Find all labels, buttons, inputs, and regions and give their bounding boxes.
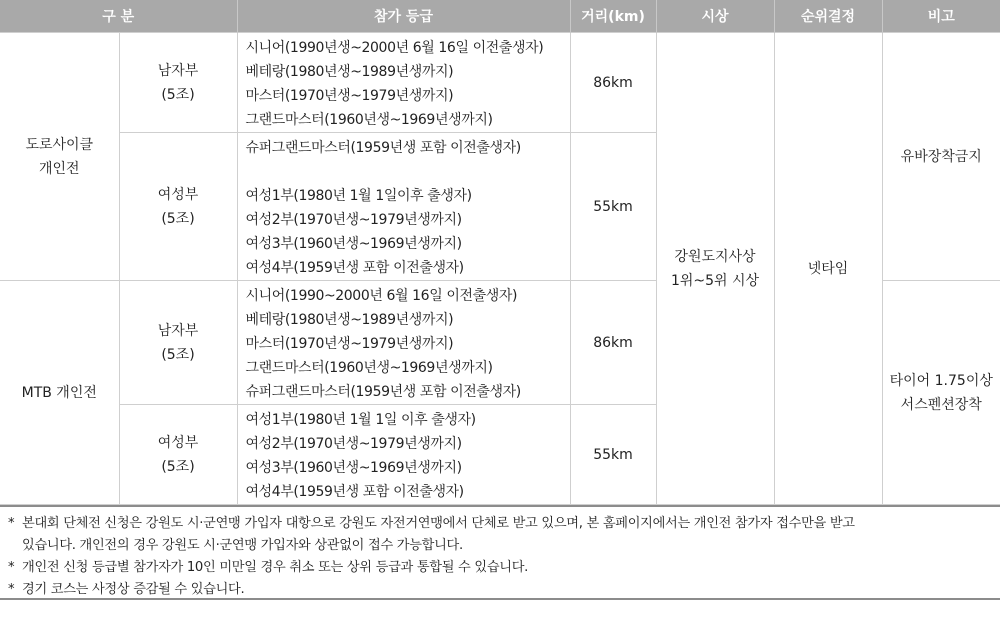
grade-item: 마스터(1970년생~1979년생까지) xyxy=(245,336,454,352)
grade-item: 여성3부(1960년생~1969년생까지) xyxy=(245,236,462,252)
grade-item: 마스터(1970년생~1979년생까지) xyxy=(245,88,454,104)
division-name: 여성부 (5조) xyxy=(119,133,237,281)
grade-item: 그랜드마스터(1960년생~1969년생까지) xyxy=(245,360,493,376)
note-item xyxy=(8,557,1000,579)
distance-value: 55km xyxy=(570,133,656,281)
grade-item: 여성2부(1970년생~1979년생까지) xyxy=(245,436,462,452)
grade-list xyxy=(237,33,570,133)
division-name: 남자부 (5조) xyxy=(119,33,237,133)
header-distance: 거리(km) xyxy=(570,0,656,33)
note-bullet: * xyxy=(8,582,15,597)
grade-item: 여성3부(1960년생~1969년생까지) xyxy=(245,460,462,476)
note-text: 있습니다. 개인전의 경우 강원도 시·군연맹 가입자와 상관없이 접수 가능합니다. xyxy=(22,538,463,553)
distance-value: 86km xyxy=(570,281,656,405)
grade-item: 여성1부(1980년 1월 1일 이후 출생자) xyxy=(245,412,476,428)
grade-item: 슈퍼그랜드마스터(1959년생 포함 이전출생자) xyxy=(245,140,521,156)
grade-item: 슈퍼그랜드마스터(1959년생 포함 이전출생자) xyxy=(245,384,521,400)
grade-item: 여성2부(1970년생~1979년생까지) xyxy=(245,212,462,228)
grade-list xyxy=(237,405,570,505)
distance-value: 55km xyxy=(570,405,656,505)
grade-item: 여성4부(1959년생 포함 이전출생자) xyxy=(245,484,464,500)
header-category: 구 분 xyxy=(0,0,237,33)
note-text: 본대회 단체전 신청은 강원도 시·군연맹 가입자 대항으로 강원도 자전거연맹에서 단체로 받고 있으며, 본 홈페이지에서는 개인전 참가자 접수만을 받고 xyxy=(22,516,855,531)
distance-value: 86km xyxy=(570,33,656,133)
grade-item: 여성4부(1959년생 포함 이전출생자) xyxy=(245,260,464,276)
grade-item: 시니어(1990년생~2000년 6월 16일 이전출생자) xyxy=(245,40,544,56)
table-row xyxy=(0,33,1000,133)
header-grade: 참가 등급 xyxy=(237,0,570,33)
header-award: 시상 xyxy=(656,0,774,33)
grade-list xyxy=(237,133,570,281)
remark-value: 타이어 1.75이상 서스펜션장착 xyxy=(882,281,1000,505)
note-text: 경기 코스는 사정상 증감될 수 있습니다. xyxy=(22,582,245,597)
grade-item: 여성1부(1980년 1월 1일이후 출생자) xyxy=(245,188,472,204)
grade-item: 그랜드마스터(1960년생~1969년생까지) xyxy=(245,112,493,128)
grade-item: 베테랑(1980년생~1989년생까지) xyxy=(245,64,454,80)
event-name: MTB 개인전 xyxy=(0,281,119,505)
grade-item: 시니어(1990~2000년 6월 16일 이전출생자) xyxy=(245,288,518,304)
header-ranking: 순위결정 xyxy=(774,0,882,33)
grade-list xyxy=(237,281,570,405)
note-text: 개인전 신청 등급별 참가자가 10인 미만일 경우 취소 또는 상위 등급과 통합될 수 있습니다. xyxy=(22,560,529,575)
grade-item: 베테랑(1980년생~1989년생까지) xyxy=(245,312,454,328)
division-name: 여성부 (5조) xyxy=(119,405,237,505)
note-item xyxy=(8,513,1000,557)
note-bullet: * xyxy=(8,516,15,531)
award-value: 강원도지사상 1위~5위 시상 xyxy=(656,33,774,505)
grade-spacer xyxy=(246,160,566,184)
notes-section xyxy=(0,505,1000,600)
division-name: 남자부 (5조) xyxy=(119,281,237,405)
remark-value: 유바장착금지 xyxy=(882,33,1000,281)
ranking-value: 넷타임 xyxy=(774,33,882,505)
header-row xyxy=(0,0,1000,33)
note-bullet: * xyxy=(8,560,15,575)
header-remark: 비고 xyxy=(882,0,1000,33)
event-name: 도로사이클 개인전 xyxy=(0,33,119,281)
note-item xyxy=(8,579,1000,601)
